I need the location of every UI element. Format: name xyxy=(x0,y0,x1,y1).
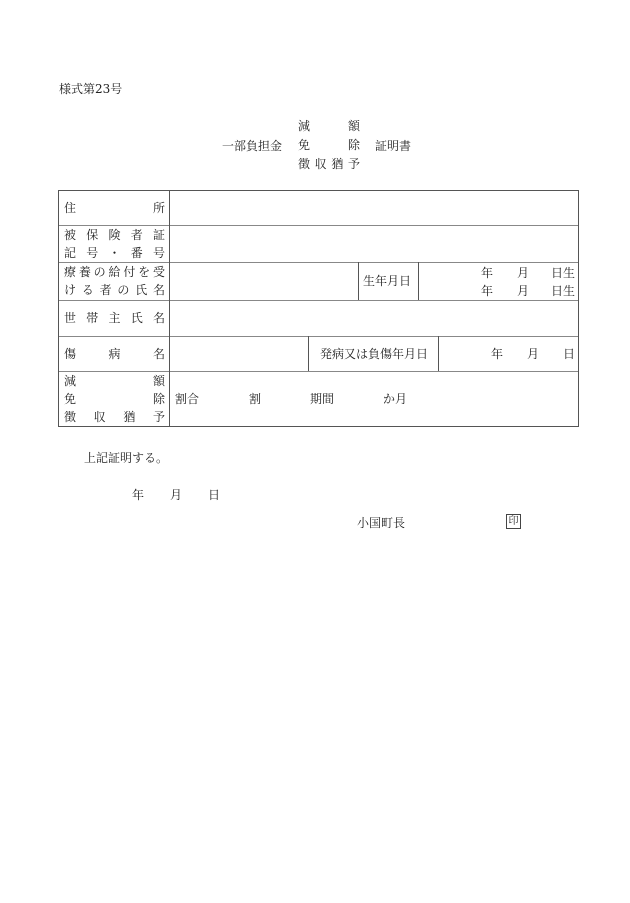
recipient-name-field[interactable] xyxy=(171,264,357,299)
title-suffix: 証明書 xyxy=(375,139,412,153)
column-divider xyxy=(358,262,359,300)
title-stack xyxy=(298,118,360,175)
insurance-card-number-field[interactable] xyxy=(171,227,577,261)
label-disease-name: 傷 病 名 xyxy=(64,347,165,361)
column-divider xyxy=(308,336,309,371)
title-line-exemption: 免 除 xyxy=(298,138,360,152)
label-recipient-name: 療 養 の 給 付 を 受 け る 者 の 氏 名 xyxy=(64,265,165,297)
title-prefix: 一部負担金 xyxy=(222,139,283,153)
label-onset-date: 発病又は負傷年月日 xyxy=(320,347,429,361)
title-line-deferral: 徴 収 猶 予 xyxy=(298,157,360,171)
label-household-head: 世 帯 主 氏 名 xyxy=(64,311,165,325)
onset-date-field[interactable]: 年 月 日 xyxy=(490,347,575,361)
form-number: 様式第23号 xyxy=(59,82,123,96)
label-birthdate: 生年月日 xyxy=(363,274,412,288)
period-unit: か月 xyxy=(383,392,408,406)
issue-date: 年 月 日 xyxy=(132,488,221,502)
row-divider xyxy=(59,336,578,337)
column-divider xyxy=(438,336,439,371)
disease-name-field[interactable] xyxy=(171,337,307,370)
certification-statement: 上記証明する。 xyxy=(84,451,169,465)
column-divider xyxy=(418,262,419,300)
label-address: 住 所 xyxy=(64,201,165,215)
label-reduction-type: 減 額 免 除 徴 収 猶 予 xyxy=(64,374,165,424)
household-head-field[interactable] xyxy=(171,301,577,335)
label-ratio: 割合 xyxy=(175,392,200,406)
seal-mark: 印 xyxy=(506,514,521,529)
birthdate-field[interactable]: 年 月 日生 年 月 日生 xyxy=(480,266,575,298)
address-field[interactable] xyxy=(171,192,577,224)
certificate-table xyxy=(58,190,579,427)
title-line-reduction: 減 額 xyxy=(298,119,360,133)
document-title xyxy=(0,118,630,174)
issuer-name: 小国町長 xyxy=(357,516,406,530)
label-insurance-card: 被 保 険 者 証 記 号 ・ 番 号 xyxy=(64,228,165,260)
ratio-unit: 割 xyxy=(249,392,262,406)
label-period: 期間 xyxy=(310,392,335,406)
column-divider xyxy=(169,191,170,426)
